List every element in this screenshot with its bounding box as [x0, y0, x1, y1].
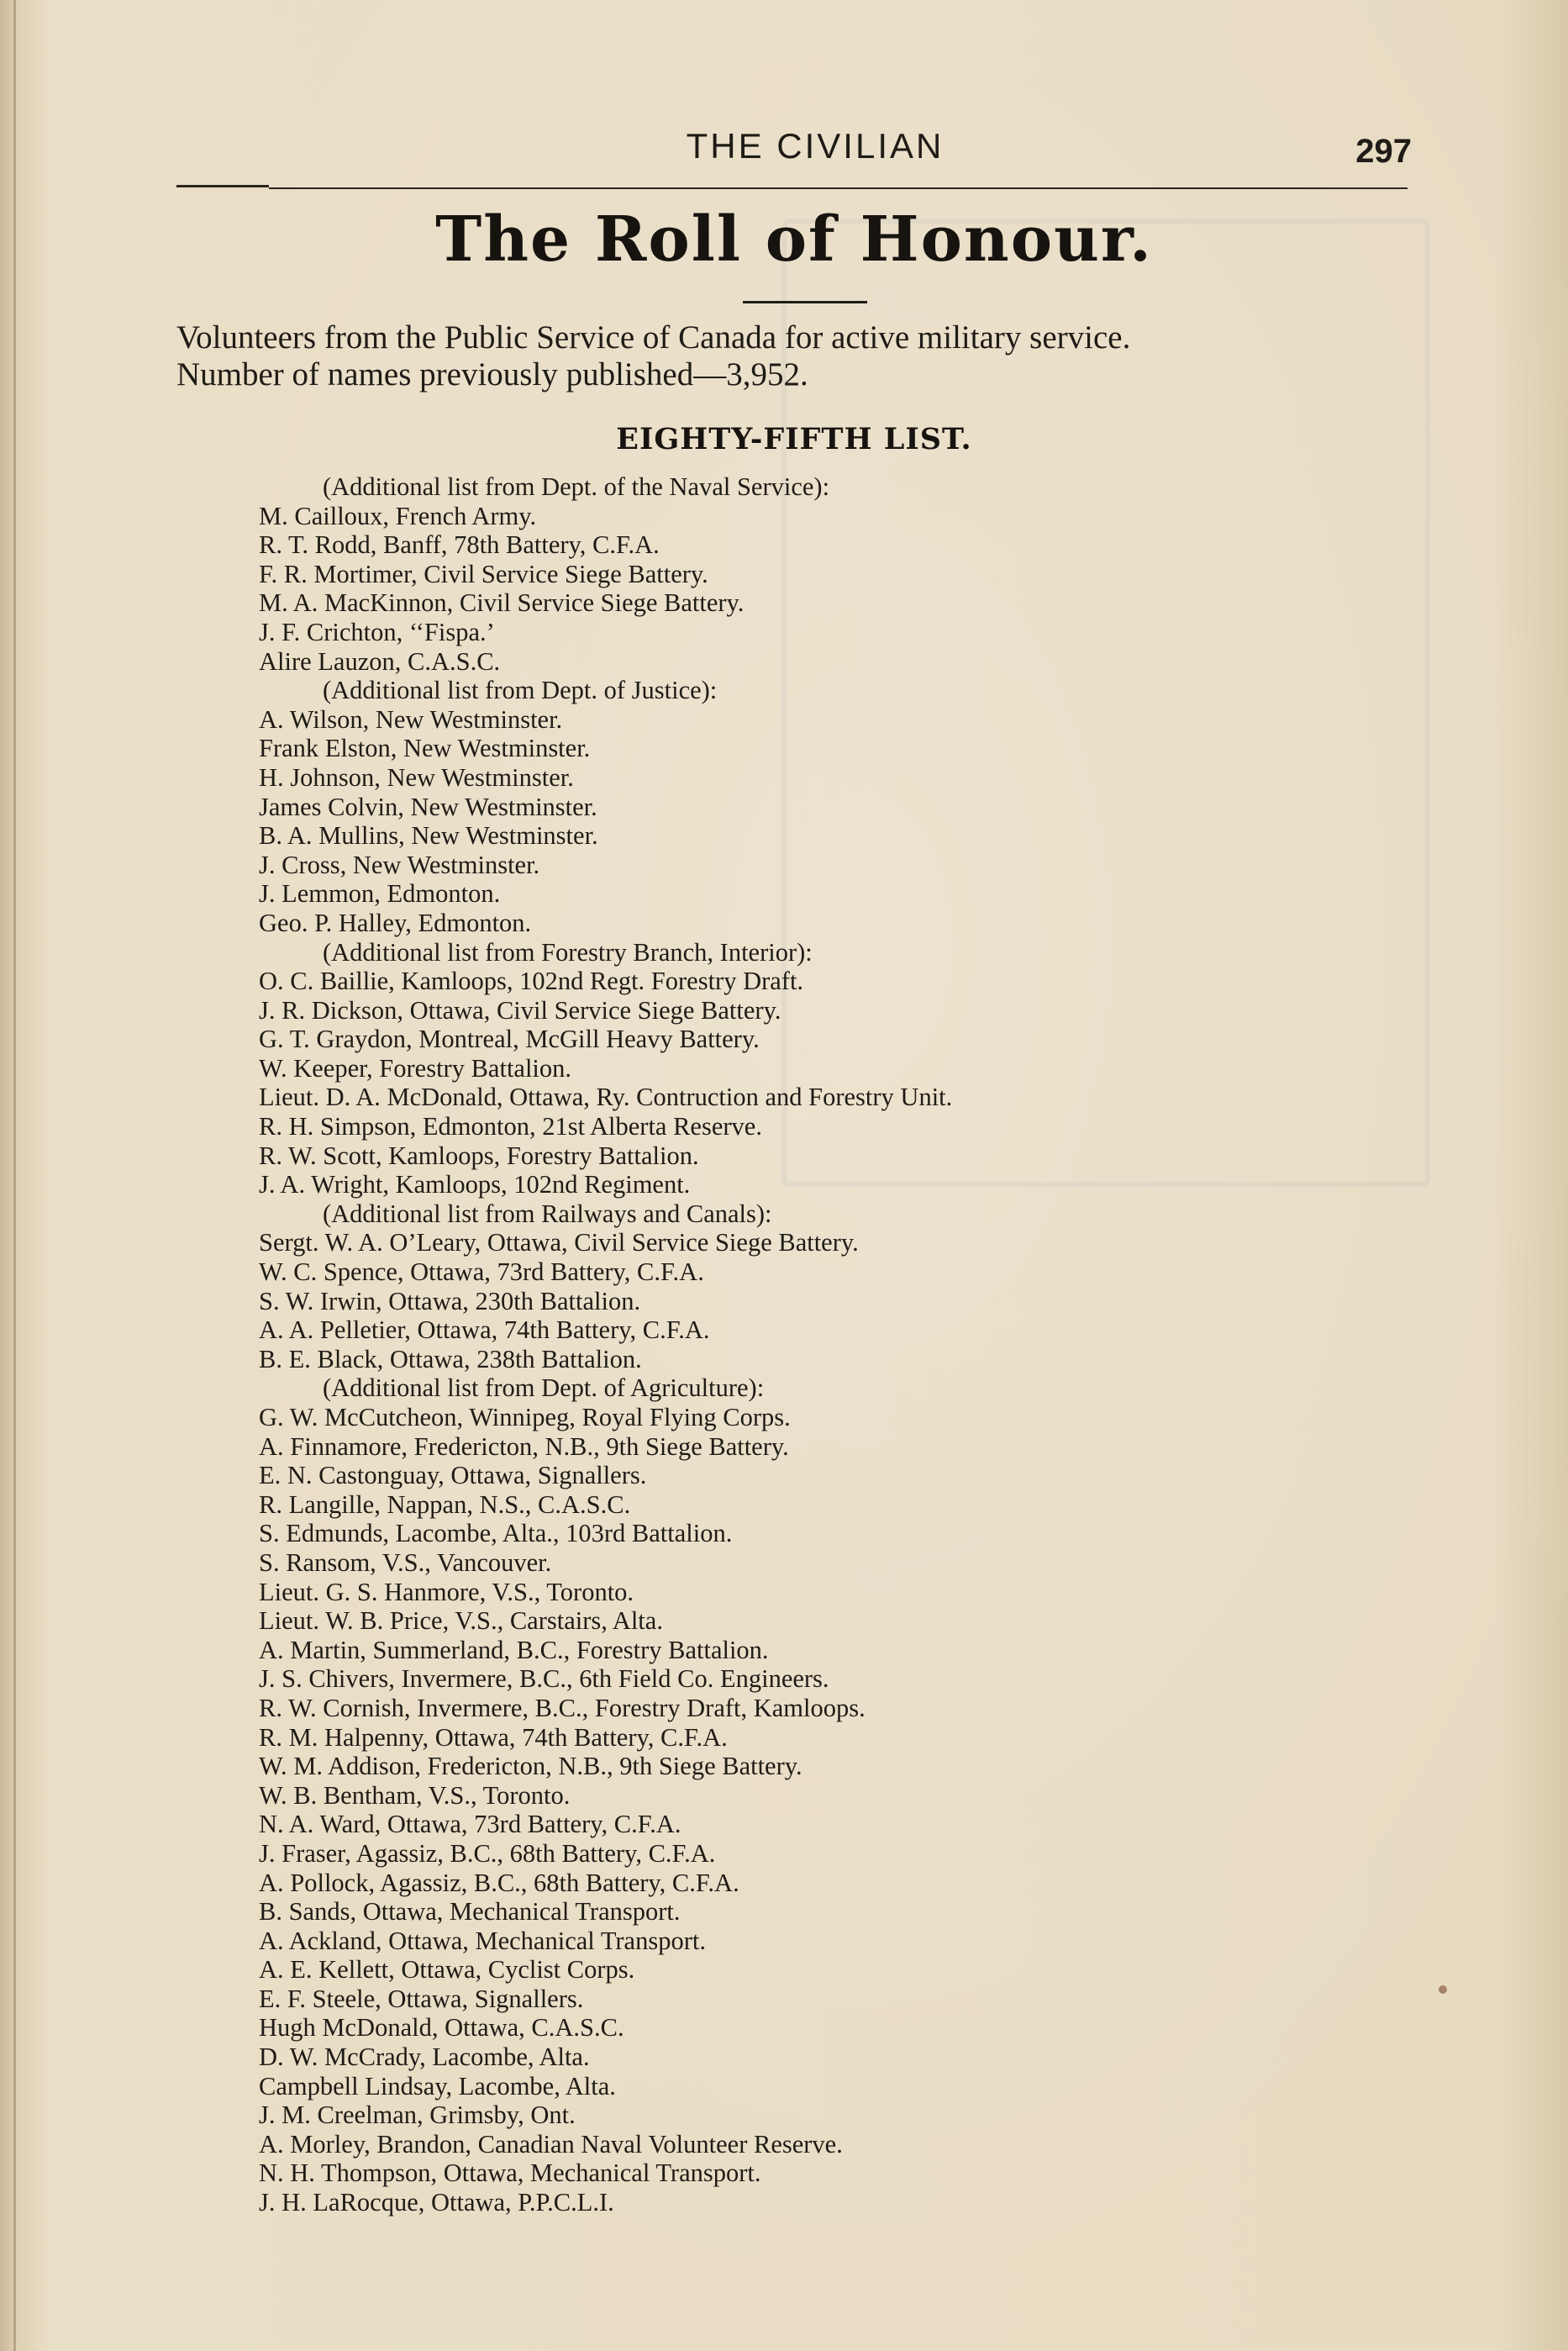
list-entry: W. C. Spence, Ottawa, 73rd Battery, C.F.A. — [259, 1257, 704, 1287]
list-entry: G. T. Graydon, Montreal, McGill Heavy Battery. — [259, 1025, 760, 1054]
list-entry: Campbell Lindsay, Lacombe, Alta. — [259, 2071, 616, 2101]
list-entry: S. Ransom, V.S., Vancouver. — [259, 1547, 552, 1577]
list-entry: R. M. Halpenny, Ottawa, 74th Battery, C.F.A. — [259, 1722, 728, 1752]
section-title: The Roll of Honour. — [435, 203, 1153, 276]
list-entry: M. A. MacKinnon, Civil Service Siege Battery. — [259, 588, 745, 618]
roll-list — [259, 472, 1402, 2217]
list-entry: J. Cross, New Westminster. — [259, 850, 540, 879]
list-entry: D. W. McCrady, Lacombe, Alta. — [259, 2043, 590, 2072]
list-section-heading: (Additional list from Forestry Branch, Interior): — [323, 937, 813, 967]
list-entry: Geo. P. Halley, Edmonton. — [259, 908, 532, 937]
list-entry: J. Lemmon, Edmonton. — [259, 879, 501, 909]
list-entry: R. T. Rodd, Banff, 78th Battery, C.F.A. — [259, 530, 660, 560]
list-entry: F. R. Mortimer, Civil Service Siege Battery. — [259, 559, 708, 588]
list-entry: A. A. Pelletier, Ottawa, 74th Battery, C.F.A. — [259, 1315, 710, 1345]
list-heading: EIGHTY-FIFTH LIST. — [616, 422, 972, 456]
list-entry: A. Morley, Brandon, Canadian Naval Volunteer Reserve. — [259, 2129, 843, 2159]
header-rule — [269, 187, 1408, 189]
list-entry: M. Cailloux, French Army. — [259, 501, 537, 530]
list-entry: B. A. Mullins, New Westminster. — [259, 821, 598, 851]
list-entry: J. Fraser, Agassiz, B.C., 68th Battery, C.F.A. — [259, 1838, 716, 1868]
list-entry: E. N. Castonguay, Ottawa, Signallers. — [259, 1461, 647, 1490]
list-entry: R. W. Cornish, Invermere, B.C., Forestry Draft, Kamloops. — [259, 1693, 866, 1722]
list-entry: A. Ackland, Ottawa, Mechanical Transport. — [259, 1926, 706, 1955]
list-entry: H. Johnson, New Westminster. — [259, 762, 574, 792]
list-entry: Alire Lauzon, C.A.S.C. — [259, 646, 501, 676]
list-section-heading: (Additional list from Dept. of Agriculture): — [323, 1373, 765, 1403]
list-entry: G. W. McCutcheon, Winnipeg, Royal Flying Corps. — [259, 1403, 791, 1431]
list-entry: S. W. Irwin, Ottawa, 230th Battalion. — [259, 1286, 641, 1315]
list-entry: J. F. Crichton, ‘‘Fispa.’ — [259, 617, 495, 646]
list-entry: R. W. Scott, Kamloops, Forestry Battalion. — [259, 1141, 699, 1170]
list-entry: E. F. Steele, Ottawa, Signallers. — [259, 1984, 584, 2013]
list-entry: A. Wilson, New Westminster. — [259, 704, 563, 734]
list-entry: Sergt. W. A. O’Leary, Ottawa, Civil Service Siege Battery. — [259, 1228, 859, 1257]
list-entry: W. Keeper, Forestry Battalion. — [259, 1053, 572, 1083]
intro-paragraph — [176, 319, 1420, 393]
list-entry: A. E. Kellett, Ottawa, Cyclist Corps. — [259, 1955, 635, 1985]
list-entry: Lieut. G. S. Hanmore, V.S., Toronto. — [259, 1577, 634, 1606]
list-entry: Hugh McDonald, Ottawa, C.A.S.C. — [259, 2013, 624, 2043]
list-entry: Lieut. W. B. Price, V.S., Carstairs, Alta. — [259, 1606, 663, 1636]
list-entry: R. Langille, Nappan, N.S., C.A.S.C. — [259, 1489, 631, 1519]
page-header — [176, 126, 1412, 177]
list-entry: Lieut. D. A. McDonald, Ottawa, Ry. Contruction and Forestry Unit. — [259, 1083, 953, 1112]
title-divider — [743, 301, 867, 303]
list-entry: J. S. Chivers, Invermere, B.C., 6th Field Co. Engineers. — [259, 1664, 829, 1694]
list-entry: B. E. Black, Ottawa, 238th Battalion. — [259, 1344, 642, 1373]
paper-speck — [1439, 1985, 1447, 1994]
list-entry: A. Martin, Summerland, B.C., Forestry Battalion. — [259, 1635, 769, 1664]
list-entry: A. Pollock, Agassiz, B.C., 68th Battery, C.F.A. — [259, 1868, 739, 1897]
list-entry: A. Finnamore, Fredericton, N.B., 9th Siege Battery. — [259, 1431, 789, 1461]
list-entry: N. A. Ward, Ottawa, 73rd Battery, C.F.A. — [259, 1810, 681, 1839]
list-entry: N. H. Thompson, Ottawa, Mechanical Transport. — [259, 2159, 761, 2188]
list-entry: B. Sands, Ottawa, Mechanical Transport. — [259, 1897, 681, 1927]
header-rule-accent — [176, 185, 269, 187]
list-entry: J. R. Dickson, Ottawa, Civil Service Siege Battery. — [259, 995, 781, 1025]
list-entry: S. Edmunds, Lacombe, Alta., 103rd Battalion. — [259, 1519, 733, 1548]
list-entry: James Colvin, New Westminster. — [259, 792, 597, 821]
binding-gutter — [13, 0, 16, 2351]
list-entry: O. C. Baillie, Kamloops, 102nd Regt. Forestry Draft. — [259, 967, 804, 996]
list-entry: J. H. LaRocque, Ottawa, P.P.C.L.I. — [259, 2188, 614, 2217]
list-section-heading: (Additional list from Dept. of Justice): — [323, 676, 718, 705]
page-number: 297 — [1355, 133, 1412, 170]
list-entry: W. B. Bentham, V.S., Toronto. — [259, 1780, 571, 1810]
list-section-heading: (Additional list from Dept. of the Naval Service): — [323, 472, 830, 501]
intro-line: Volunteers from the Public Service of Canada for active military service. — [176, 319, 1131, 356]
running-title: THE CIVILIAN — [686, 126, 944, 166]
intro-line: Number of names previously published—3,952. — [176, 356, 808, 393]
list-section-heading: (Additional list from Railways and Canals): — [323, 1199, 772, 1228]
list-entry: R. H. Simpson, Edmonton, 21st Alberta Reserve. — [259, 1112, 762, 1141]
list-entry: J. M. Creelman, Grimsby, Ont. — [259, 2101, 576, 2130]
list-entry: W. M. Addison, Fredericton, N.B., 9th Siege Battery. — [259, 1752, 802, 1781]
list-entry: Frank Elston, New Westminster. — [259, 734, 591, 763]
list-entry: J. A. Wright, Kamloops, 102nd Regiment. — [259, 1170, 691, 1199]
